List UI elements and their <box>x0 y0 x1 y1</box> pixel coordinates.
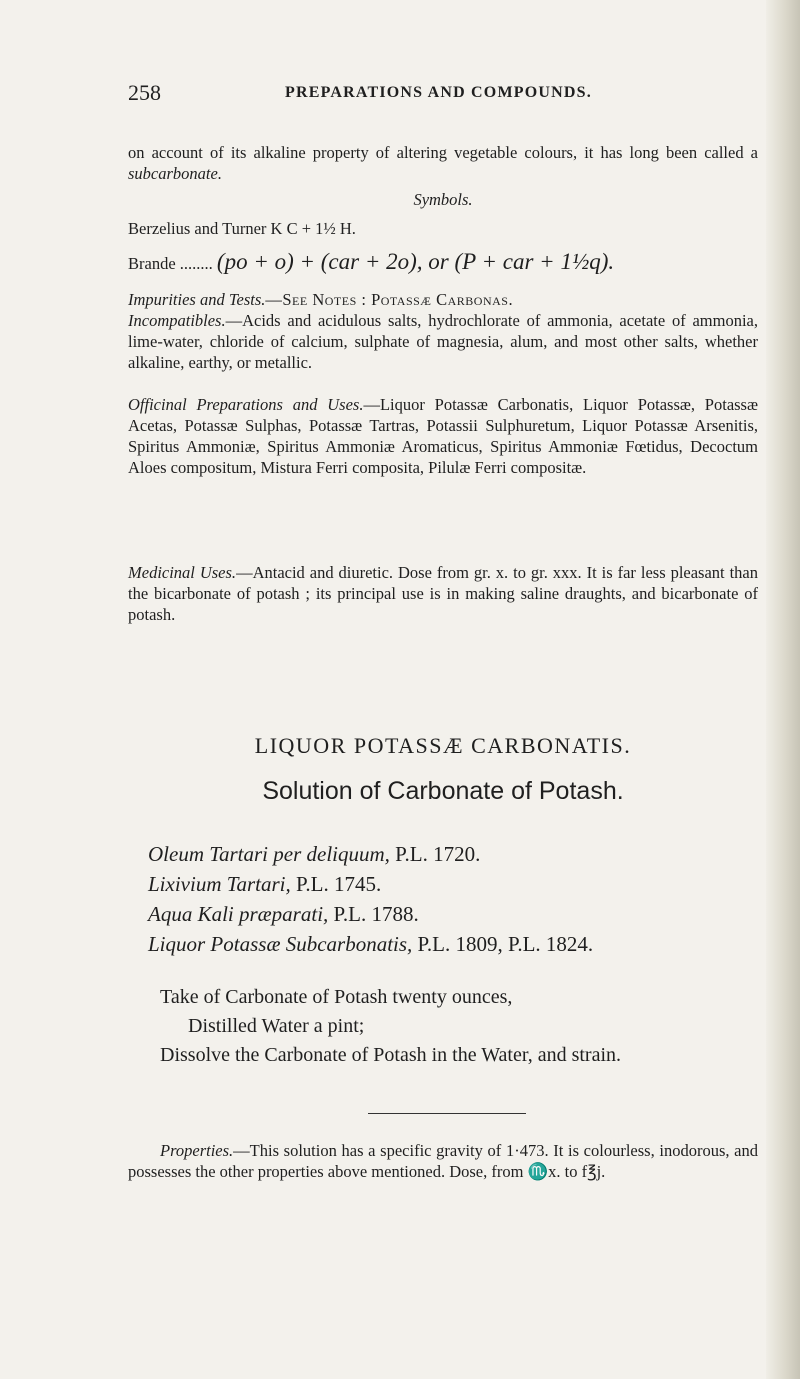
brande-formula-line <box>128 249 614 275</box>
incompatibles-paragraph <box>128 310 758 373</box>
recipe-line: Take of Carbonate of Potash twenty ounces, <box>160 986 513 1008</box>
intro-term: subcarbonate. <box>128 164 222 183</box>
synonym-line <box>148 840 480 869</box>
impurities-label: Impurities and Tests. <box>128 290 266 309</box>
impurities-text: —See Notes : Potassæ Carbonas. <box>265 290 514 309</box>
intro-paragraph <box>128 142 758 184</box>
symbols-heading: Symbols. <box>413 190 473 209</box>
properties-text: —This solution has a specific gravity of 1·473. It is colourless, inodorous, and possesses the other properties above mentioned. Dose, from ♏x. to f℥j. <box>128 1141 758 1181</box>
section-subtitle: Solution of Carbonate of Potash. <box>262 777 624 805</box>
recipe-line: Distilled Water a pint; <box>188 1015 365 1037</box>
brande-label: Brande ........ <box>128 254 213 273</box>
synonym-ref: P.L. 1809, P.L. 1824. <box>417 932 594 956</box>
synonym-ref: P.L. 1788. <box>333 902 419 926</box>
page-number: 258 <box>128 80 161 105</box>
properties-label: Properties. <box>160 1141 234 1160</box>
synonym-name: Aqua Kali præparati, <box>148 902 329 926</box>
page-edge-shadow <box>766 0 800 1379</box>
synonym-line <box>148 930 593 959</box>
synonym-ref: P.L. 1745. <box>296 872 382 896</box>
intro-text: on account of its alkaline property of altering vegetable colours, it has long been called a <box>128 143 758 162</box>
medicinal-paragraph <box>128 562 758 625</box>
medicinal-label: Medicinal Uses. <box>128 563 237 582</box>
synonym-line <box>148 900 419 929</box>
section-title: LIQUOR POTASSÆ CARBONATIS. <box>254 733 632 758</box>
running-title: PREPARATIONS AND COMPOUNDS. <box>285 84 592 101</box>
impurities-paragraph <box>128 289 758 310</box>
medicinal-text: —Antacid and diuretic. Dose from gr. x. to gr. xxx. It is far less pleasant than the bicarbonate of potash ; its principal use is in making saline draughts, and bicarbonate of potash. <box>128 563 758 624</box>
synonym-name: Oleum Tartari per deliquum, <box>148 842 390 866</box>
section-divider <box>368 1113 526 1114</box>
synonym-line <box>148 870 381 899</box>
synonym-ref: P.L. 1720. <box>395 842 481 866</box>
officinal-text: —Liquor Potassæ Carbonatis, Liquor Potassæ, Potassæ Acetas, Potassæ Sulphas, Potassæ Tartras, Potassii Sulphuretum, Liquor Potassæ Arsenitis, Spiritus Ammoniæ, Spiritus Ammoniæ Aromaticus, Spiritus Ammoniæ Fœtidus, Decoctum Aloes compositum, Mistura Ferri composita, Pilulæ Ferri compositæ. <box>128 395 758 477</box>
berzelius-formula: Berzelius and Turner K C + 1½ H. <box>128 219 356 238</box>
officinal-paragraph <box>128 394 758 478</box>
incompatibles-label: Incompatibles. <box>128 311 226 330</box>
recipe-line: Dissolve the Carbonate of Potash in the Water, and strain. <box>160 1044 622 1066</box>
brande-formula: (po + o) + (car + 2o), or (P + car + 1½q). <box>216 249 615 274</box>
properties-paragraph <box>128 1140 758 1182</box>
incompatibles-text: —Acids and acidulous salts, hydrochlorate of ammonia, acetate of ammonia, lime-water, chloride of calcium, sulphate of magnesia, alum, and most other salts, whether alkaline, earthy, or metallic. <box>128 311 758 372</box>
page-header <box>128 80 748 110</box>
synonym-name: Lixivium Tartari, <box>148 872 291 896</box>
synonym-name: Liquor Potassæ Subcarbonatis, <box>148 932 413 956</box>
officinal-label: Officinal Preparations and Uses. <box>128 395 364 414</box>
